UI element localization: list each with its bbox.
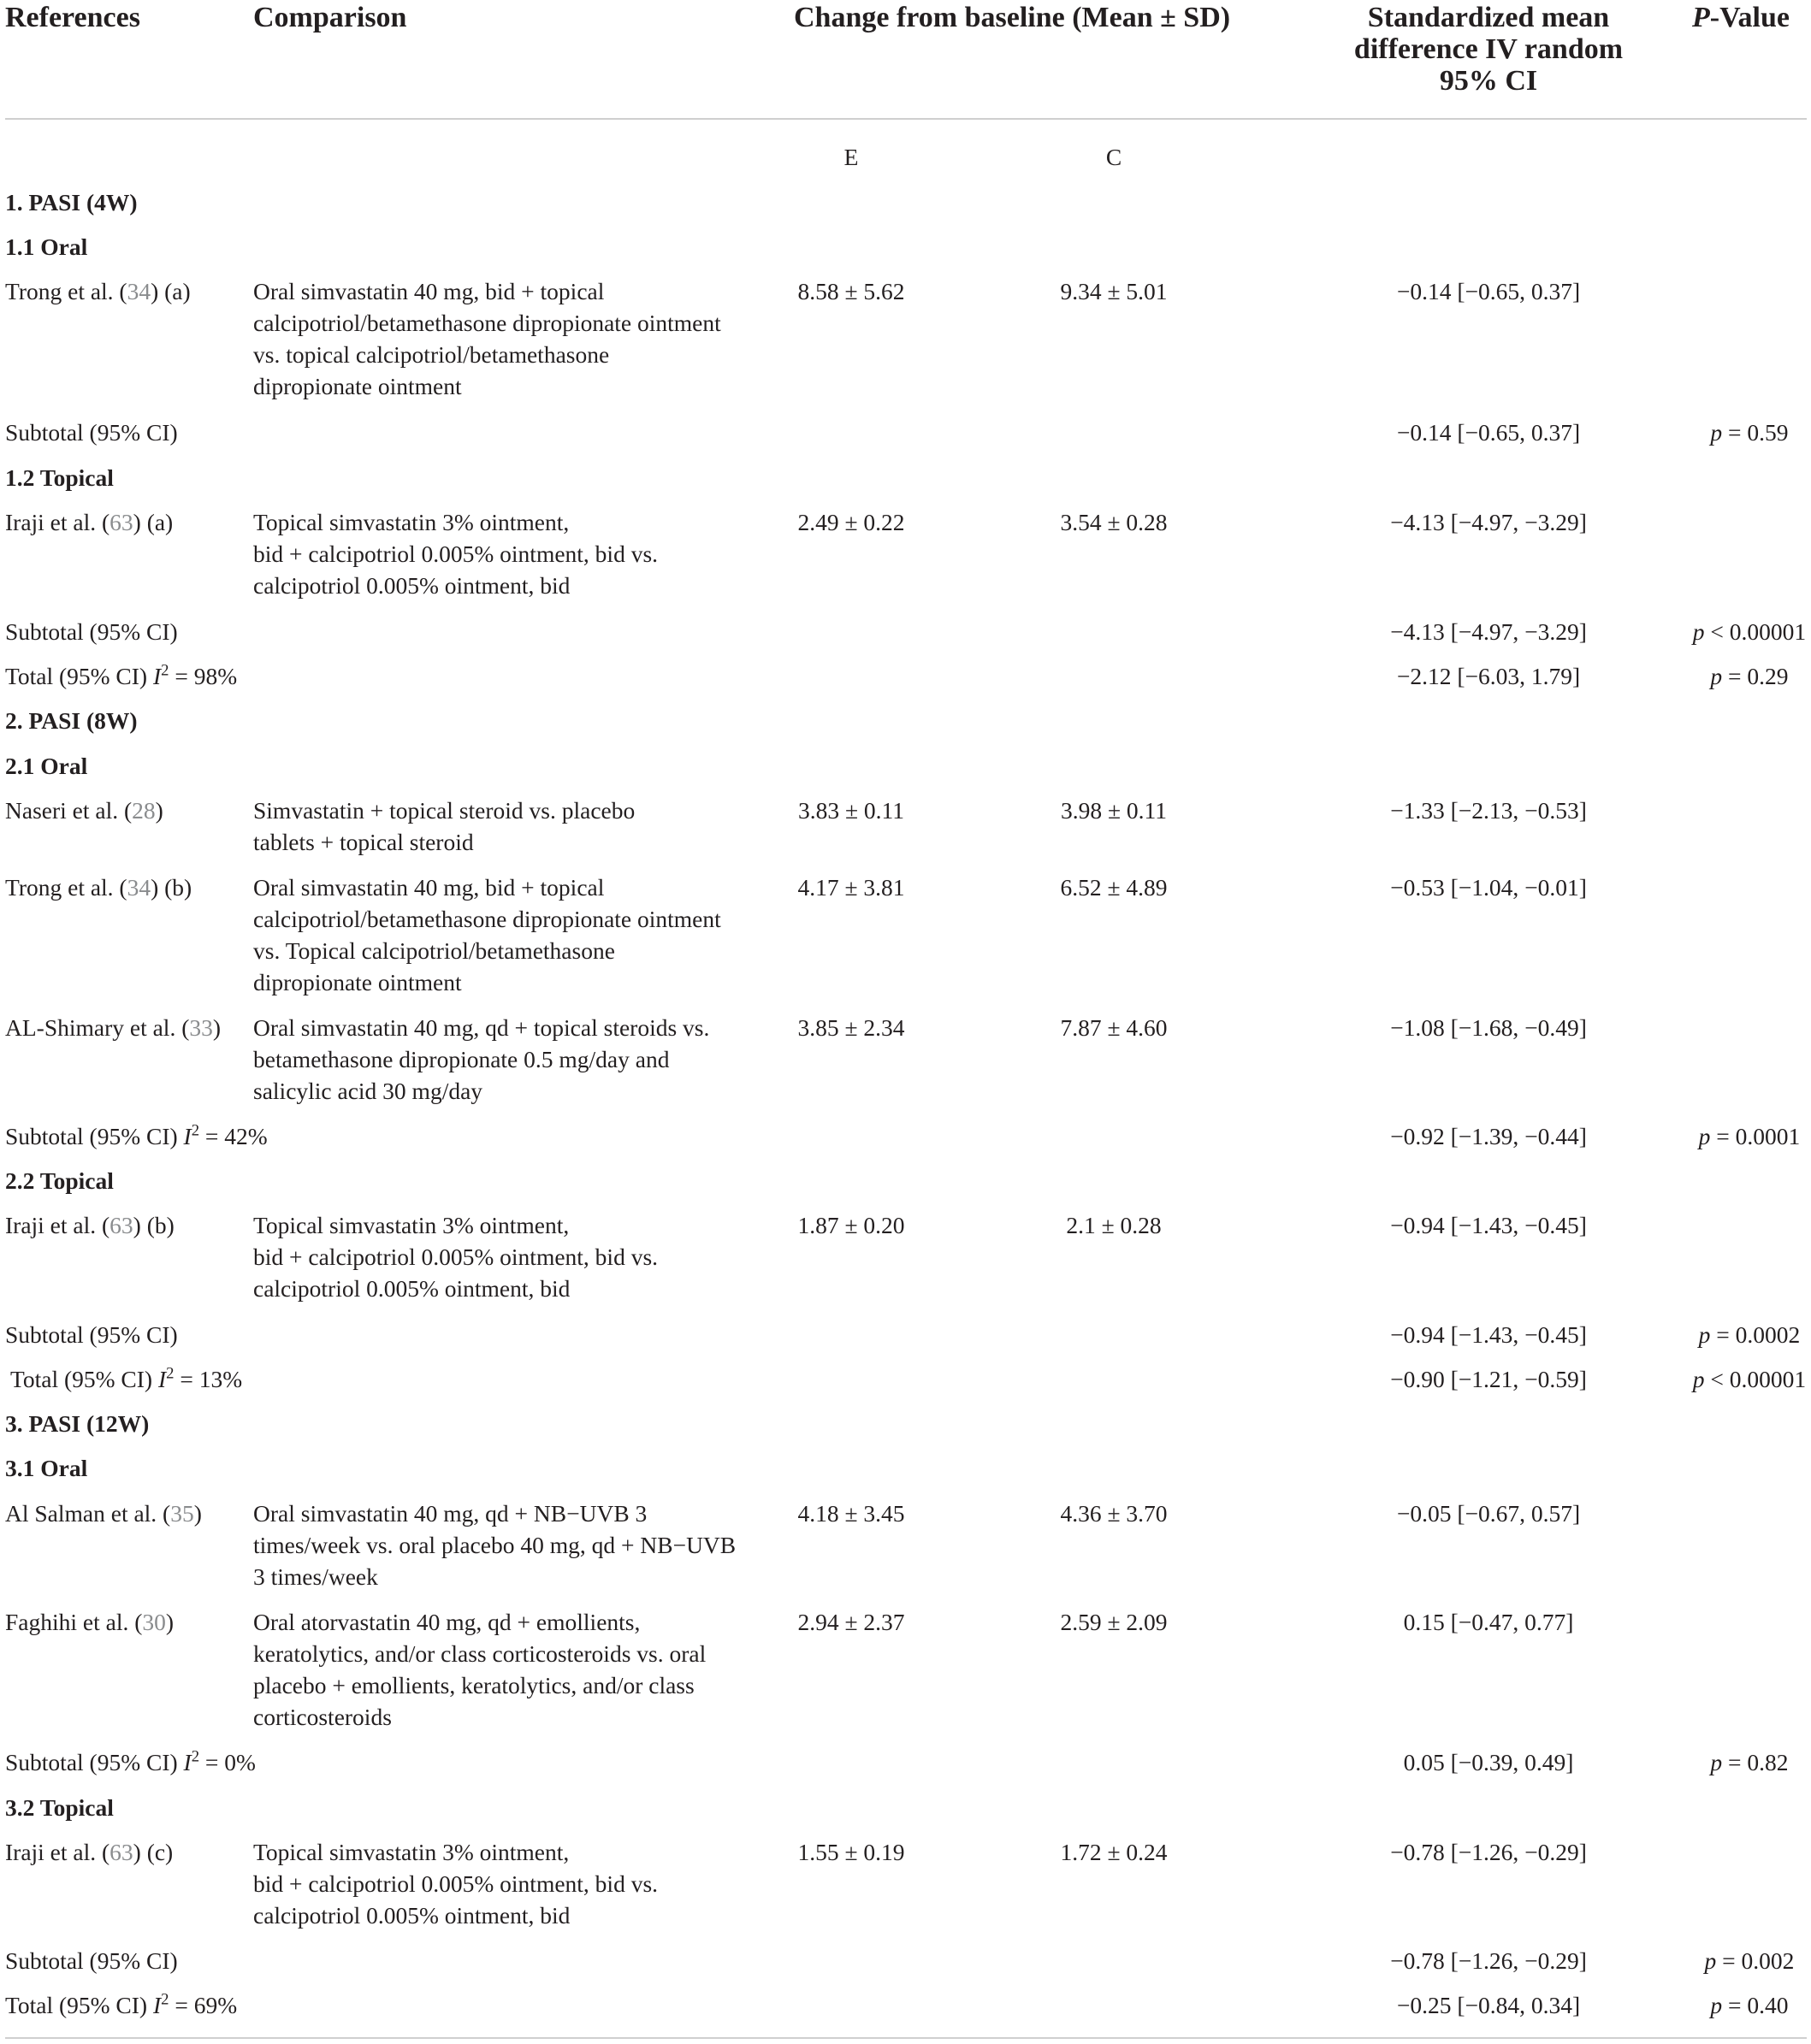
citation-link[interactable]: 34 (127, 874, 151, 901)
subsection-topical: 1.2 Topical (5, 464, 114, 491)
section-pasi-8w: 2. PASI (8W) (5, 707, 138, 734)
value-p: p = 0.40 (1710, 1992, 1789, 2018)
study-reference: Trong et al. (34) (a) (5, 278, 191, 304)
value-e: 1.87 ± 0.20 (797, 1212, 905, 1238)
header-divider (5, 118, 1807, 120)
comparison-line: calcipotriol 0.005% ointment, bid (253, 1902, 571, 1929)
comparison-line: dipropionate ointment (253, 373, 462, 399)
header-smd-line1: Standardized mean (1367, 2, 1610, 33)
value-p: p = 0.0002 (1698, 1321, 1801, 1348)
study-reference: Faghihi et al. (30) (5, 1609, 175, 1635)
value-c: 2.1 ± 0.28 (1066, 1212, 1162, 1238)
citation-link[interactable]: 63 (109, 1839, 133, 1865)
subsection-oral: 1.1 Oral (5, 233, 88, 260)
subsection-topical: 2.2 Topical (5, 1167, 114, 1194)
subheader-e: E (843, 144, 859, 170)
value-e: 3.85 ± 2.34 (797, 1014, 905, 1041)
value-smd: −4.13 [−4.97, −3.29] (1390, 618, 1587, 645)
value-smd: −0.25 [−0.84, 0.34] (1396, 1992, 1581, 2018)
citation-link[interactable]: 33 (189, 1014, 213, 1041)
comparison-line: Oral simvastatin 40 mg, bid + topical (253, 278, 605, 304)
value-c: 6.52 ± 4.89 (1060, 874, 1168, 901)
header-smd-line3: 95% CI (1439, 65, 1538, 97)
header-references: References (5, 2, 140, 33)
value-smd: −1.33 [−2.13, −0.53] (1390, 797, 1587, 824)
comparison-line: bid + calcipotriol 0.005% ointment, bid vs. (253, 1870, 659, 1897)
value-smd: −0.94 [−1.43, −0.45] (1390, 1212, 1587, 1238)
subtotal-label: Subtotal (95% CI) $I^2 = 0\%$ (5, 1747, 256, 1775)
value-smd: −2.12 [−6.03, 1.79] (1396, 663, 1581, 689)
subsection-topical: 3.2 Topical (5, 1794, 114, 1821)
comparison-line: Simvastatin + topical steroid vs. placebo (253, 797, 636, 824)
section-pasi-12w: 3. PASI (12W) (5, 1410, 150, 1437)
comparison-line: times/week vs. oral placebo 40 mg, qd + NB−UVB (253, 1532, 737, 1558)
subtotal-label: Subtotal (95% CI) (5, 419, 178, 446)
header-smd-line2: difference IV random (1353, 33, 1624, 65)
comparison-line: Oral simvastatin 40 mg, bid + topical (253, 874, 605, 901)
value-smd: −4.13 [−4.97, −3.29] (1390, 509, 1587, 535)
value-c: 9.34 ± 5.01 (1060, 278, 1168, 304)
comparison-line: dipropionate ointment (253, 969, 462, 995)
citation-link[interactable]: 63 (109, 509, 133, 535)
comparison-line: calcipotriol/betamethasone dipropionate ointment (253, 906, 721, 932)
total-label: Total (95% CI) $I^2 = 69\%$ (5, 1990, 238, 2018)
subheader-c: C (1105, 144, 1122, 170)
section-pasi-4w: 1. PASI (4W) (5, 189, 138, 216)
value-p: p = 0.82 (1710, 1749, 1789, 1775)
citation-link[interactable]: 30 (142, 1609, 166, 1635)
comparison-line: keratolytics, and/or class corticosteroids vs. oral (253, 1640, 707, 1667)
value-e: 3.83 ± 0.11 (797, 797, 905, 824)
value-smd: −0.90 [−1.21, −0.59] (1390, 1366, 1587, 1392)
subsection-oral: 3.1 Oral (5, 1455, 88, 1481)
value-smd: −0.94 [−1.43, −0.45] (1390, 1321, 1587, 1348)
comparison-line: bid + calcipotriol 0.005% ointment, bid vs. (253, 541, 659, 567)
header-comparison: Comparison (253, 2, 407, 33)
value-e: 4.18 ± 3.45 (797, 1500, 905, 1527)
value-smd: −0.78 [−1.26, −0.29] (1390, 1839, 1587, 1865)
study-reference: Al Salman et al. (35) (5, 1500, 202, 1527)
study-reference: Naseri et al. (28) (5, 797, 163, 824)
value-smd: −1.08 [−1.68, −0.49] (1390, 1014, 1587, 1041)
value-e: 1.55 ± 0.19 (797, 1839, 905, 1865)
citation-link[interactable]: 63 (109, 1212, 133, 1238)
citation-link[interactable]: 28 (132, 797, 156, 824)
citation-link[interactable]: 34 (127, 278, 151, 304)
study-reference: Iraji et al. (63) (c) (5, 1839, 174, 1865)
comparison-line: Topical simvastatin 3% ointment, (253, 509, 570, 535)
citation-link[interactable]: 35 (170, 1500, 194, 1527)
subtotal-label: Subtotal (95% CI) (5, 1947, 178, 1974)
study-reference: Trong et al. (34) (b) (5, 874, 192, 901)
value-e: 4.17 ± 3.81 (797, 874, 905, 901)
comparison-line: calcipotriol 0.005% ointment, bid (253, 1275, 571, 1302)
value-c: 1.72 ± 0.24 (1060, 1839, 1168, 1865)
value-p: p < 0.00001 (1692, 618, 1807, 645)
value-smd: 0.15 [−0.47, 0.77] (1403, 1609, 1574, 1635)
comparison-line: Topical simvastatin 3% ointment, (253, 1839, 570, 1865)
comparison-line: Oral simvastatin 40 mg, qd + NB−UVB 3 (253, 1500, 648, 1527)
comparison-line: salicylic acid 30 mg/day (253, 1078, 483, 1104)
study-reference: Iraji et al. (63) (a) (5, 509, 174, 535)
subtotal-label: Subtotal (95% CI) (5, 618, 178, 645)
comparison-line: placebo + emollients, keratolytics, and/or class (253, 1672, 695, 1698)
value-p: p = 0.002 (1704, 1947, 1795, 1974)
comparison-line: calcipotriol 0.005% ointment, bid (253, 572, 571, 599)
value-p: p = 0.0001 (1698, 1123, 1801, 1149)
comparison-line: tablets + topical steroid (253, 829, 474, 855)
comparison-line: bid + calcipotriol 0.005% ointment, bid vs. (253, 1244, 659, 1270)
total-label: Total (95% CI) $I^2 = 13\%$ (10, 1364, 243, 1392)
table-bottom-rule (5, 2037, 1807, 2039)
comparison-line: calcipotriol/betamethasone dipropionate ointment (253, 310, 721, 336)
subtotal-label: Subtotal (95% CI) $I^2 = 42\%$ (5, 1121, 268, 1149)
value-c: 4.36 ± 3.70 (1060, 1500, 1168, 1527)
header-change-from-baseline: Change from baseline (Mean ± SD) (794, 2, 1231, 33)
total-label: Total (95% CI) $I^2 = 98\%$ (5, 661, 238, 689)
value-e: 8.58 ± 5.62 (797, 278, 905, 304)
value-smd: −0.92 [−1.39, −0.44] (1390, 1123, 1587, 1149)
value-smd: −0.14 [−0.65, 0.37] (1396, 278, 1581, 304)
subtotal-label: Subtotal (95% CI) (5, 1321, 178, 1348)
header-p-value: P-Value (1692, 2, 1790, 33)
comparison-line: betamethasone dipropionate 0.5 mg/day and (253, 1046, 670, 1072)
value-p: p = 0.59 (1710, 419, 1789, 446)
value-smd: −0.05 [−0.67, 0.57] (1396, 1500, 1581, 1527)
comparison-line: Oral simvastatin 40 mg, qd + topical steroids vs. (253, 1014, 710, 1041)
comparison-line: Oral atorvastatin 40 mg, qd + emollients, (253, 1609, 641, 1635)
value-smd: 0.05 [−0.39, 0.49] (1403, 1749, 1574, 1775)
study-reference: Iraji et al. (63) (b) (5, 1212, 175, 1238)
value-c: 3.98 ± 0.11 (1060, 797, 1168, 824)
value-e: 2.94 ± 2.37 (797, 1609, 905, 1635)
value-smd: −0.53 [−1.04, −0.01] (1390, 874, 1587, 901)
value-c: 3.54 ± 0.28 (1060, 509, 1168, 535)
value-p: p = 0.29 (1710, 663, 1789, 689)
study-reference: AL-Shimary et al. (33) (5, 1014, 222, 1041)
comparison-line: Topical simvastatin 3% ointment, (253, 1212, 570, 1238)
value-smd: −0.78 [−1.26, −0.29] (1390, 1947, 1587, 1974)
subsection-oral: 2.1 Oral (5, 753, 88, 779)
value-p: p < 0.00001 (1692, 1366, 1807, 1392)
value-smd: −0.14 [−0.65, 0.37] (1396, 419, 1581, 446)
comparison-line: corticosteroids (253, 1704, 392, 1730)
comparison-line: vs. Topical calcipotriol/betamethasone (253, 937, 615, 964)
value-c: 7.87 ± 4.60 (1060, 1014, 1168, 1041)
value-c: 2.59 ± 2.09 (1060, 1609, 1168, 1635)
value-e: 2.49 ± 0.22 (797, 509, 905, 535)
comparison-line: vs. topical calcipotriol/betamethasone (253, 341, 610, 368)
comparison-line: 3 times/week (253, 1563, 378, 1590)
